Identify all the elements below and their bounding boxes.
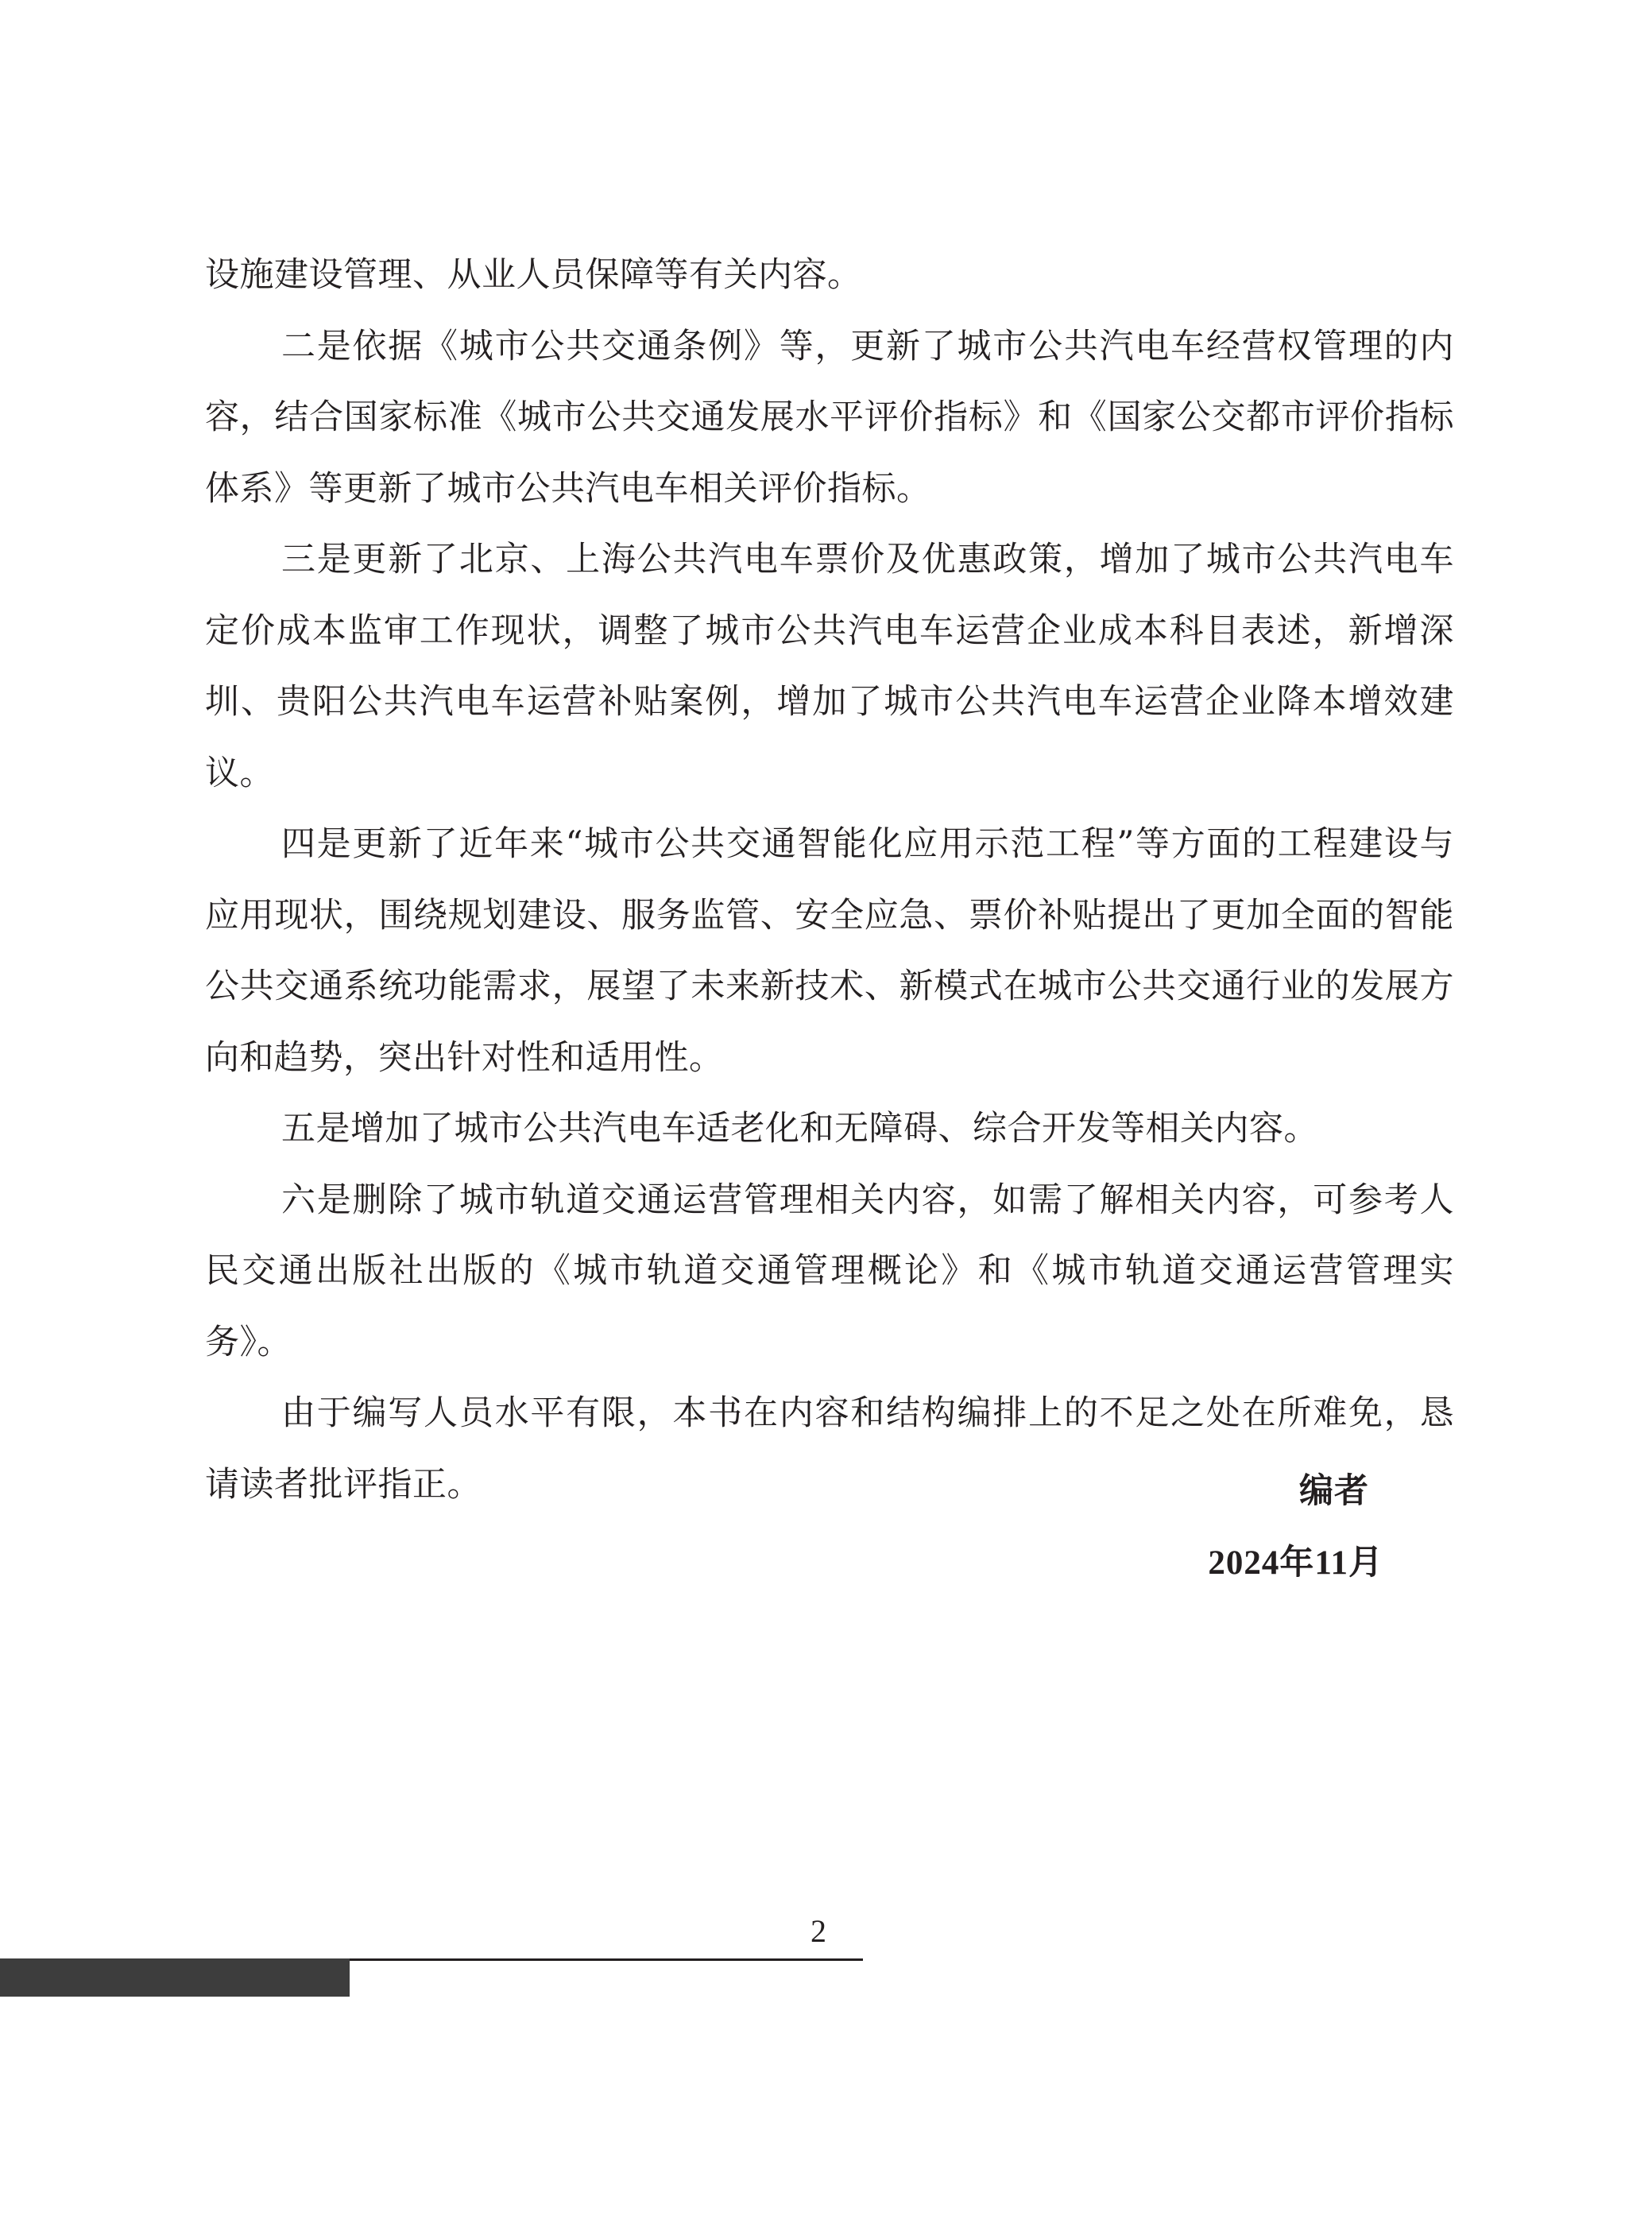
signature-date: 2024年11月	[1208, 1544, 1383, 1582]
paragraph-item-4: 四是更新了近年来“城市公共交通智能化应用示范工程”等方面的工程建设与应用现状，围绕规划建设、服务监管、安全应急、票价补贴提出了更加全面的智能公共交通系统功能需求，展望了未来新技术、新模式在城市公共交通行业的发展方向和趋势，突出针对性和适用性。	[205, 824, 1454, 1078]
page-number: 2	[811, 1913, 826, 1949]
paragraph-item-2: 二是依据《城市公共交通条例》等，更新了城市公共汽电车经营权管理的内容，结合国家标准《城市公共交通发展水平评价指标》和《国家公交都市评价指标体系》等更新了城市公共汽电车相关评价指标。	[205, 326, 1454, 509]
paragraph-item-5: 五是增加了城市公共汽电车适老化和无障碍、综合开发等相关内容。	[281, 1109, 1318, 1149]
preface-body	[205, 240, 1454, 1521]
paragraph-continuation: 设施建设管理、从业人员保障等有关内容。	[205, 255, 862, 295]
paragraph-closing: 由于编写人员水平有限，本书在内容和结构编排上的不足之处在所难免，恳请读者批评指正。	[205, 1393, 1454, 1505]
footer-rule	[350, 1958, 863, 1961]
paragraph-item-3: 三是更新了北京、上海公共汽电车票价及优惠政策，增加了城市公共汽电车定价成本监审工作现状，调整了城市公共汽电车运营企业成本科目表述，新增深圳、贵阳公共汽电车运营补贴案例，增加了城市公共汽电车运营企业降本增效建议。	[205, 540, 1454, 793]
footer-bar	[0, 1958, 350, 1997]
signature-author: 编者	[1299, 1471, 1369, 1511]
paragraph-item-6: 六是删除了城市轨道交通运营管理相关内容，如需了解相关内容，可参考人民交通出版社出版的《城市轨道交通管理概论》和《城市轨道交通运营管理实务》。	[205, 1180, 1454, 1362]
